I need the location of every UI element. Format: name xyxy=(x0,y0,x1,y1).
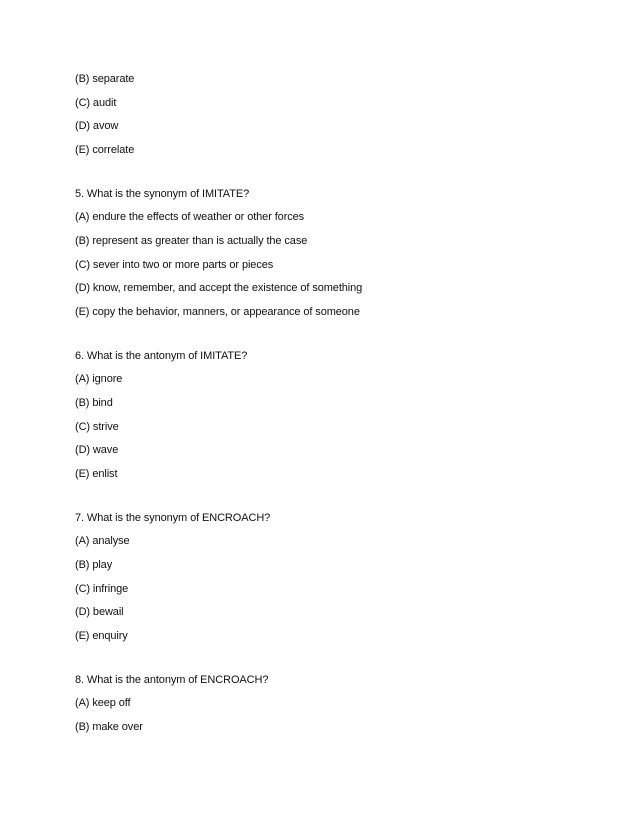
answer-option: (E) enquiry xyxy=(75,629,128,642)
answer-option: (C) sever into two or more parts or pieces xyxy=(75,258,274,271)
question-text: 6. What is the antonym of IMITATE? xyxy=(75,349,248,362)
answer-option: (A) keep off xyxy=(75,697,131,710)
question-7 xyxy=(75,511,595,643)
answer-option: (A) ignore xyxy=(75,373,123,386)
answer-option: (D) wave xyxy=(75,444,119,457)
answer-option: (B) bind xyxy=(75,396,113,409)
quiz-content xyxy=(75,72,595,743)
continued-options xyxy=(75,72,595,157)
answer-option: (A) analyse xyxy=(75,535,130,548)
answer-option: (B) represent as greater than is actually the case xyxy=(75,234,308,247)
question-text: 8. What is the antonym of ENCROACH? xyxy=(75,673,269,686)
answer-option: (E) copy the behavior, manners, or appearance of someone xyxy=(75,305,360,318)
question-8 xyxy=(75,673,595,734)
answer-option: (B) separate xyxy=(75,73,135,85)
answer-option: (C) infringe xyxy=(75,582,129,595)
question-text: 5. What is the synonym of IMITATE? xyxy=(75,187,250,200)
answer-option: (E) correlate xyxy=(75,143,135,156)
answer-option: (A) endure the effects of weather or other forces xyxy=(75,211,305,224)
answer-option: (B) make over xyxy=(75,720,143,733)
answer-option: (D) avow xyxy=(75,120,119,133)
question-text: 7. What is the synonym of ENCROACH? xyxy=(75,511,271,524)
question-6 xyxy=(75,349,595,481)
answer-option: (B) play xyxy=(75,558,113,571)
answer-option: (C) audit xyxy=(75,96,117,109)
question-5 xyxy=(75,187,595,319)
answer-option: (D) know, remember, and accept the existence of something xyxy=(75,282,363,295)
answer-option: (E) enlist xyxy=(75,467,118,480)
answer-option: (C) strive xyxy=(75,420,119,433)
answer-option: (D) bewail xyxy=(75,606,124,619)
